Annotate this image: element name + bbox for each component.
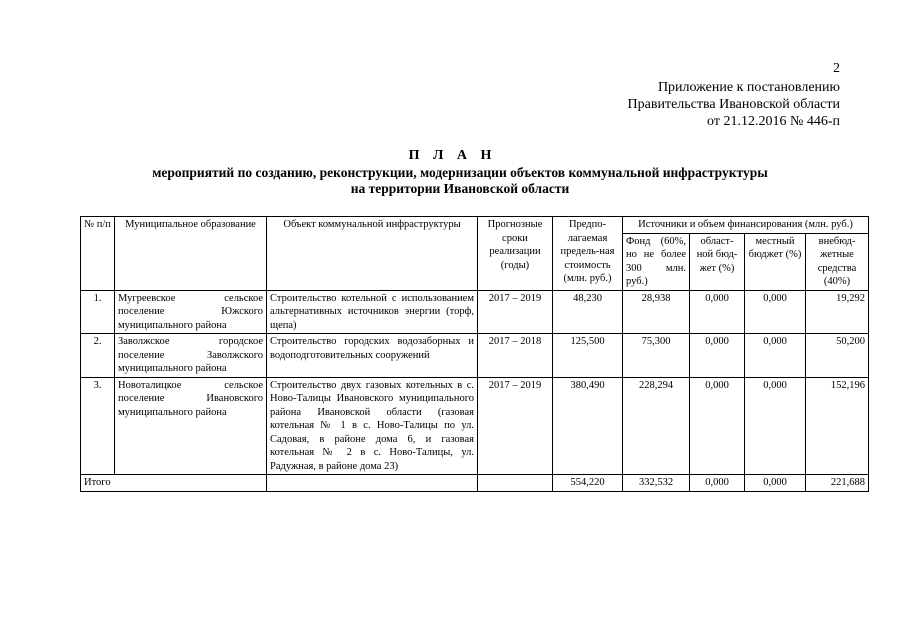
row-object: Строительство котельной с использованием альтернативных источников энергии (торф, щепа): [267, 290, 478, 334]
row-cost: 48,230: [553, 290, 623, 334]
row-object: Строительство городских водозаборных и водоподготовительных сооружений: [267, 334, 478, 378]
header-fund: Фонд (60%, но не более 300 млн. руб.): [623, 233, 690, 290]
total-empty-cell: [478, 475, 553, 492]
row-regional: 0,000: [690, 334, 745, 378]
header-num: № п/п: [81, 217, 115, 291]
row-period: 2017 – 2018: [478, 334, 553, 378]
total-label: Итого: [81, 475, 267, 492]
approval-line: Правительства Ивановской области: [627, 97, 840, 112]
row-extra: 50,200: [806, 334, 869, 378]
subtitle-line: мероприятий по созданию, реконструкции, модернизации объектов коммунальной инфраструктуры: [152, 165, 768, 180]
total-fund: 332,532: [623, 475, 690, 492]
row-municipality: Заволжское городское поселение Заволжского муниципального района: [115, 334, 267, 378]
table-total-row: [81, 475, 869, 492]
row-object: Строительство двух газовых котельных в с. Ново-Талицы Ивановского муниципального района Ивановской области (газовая котельная № 1 в с. Ново-Талицы по ул. Садовая, в районе дома 6, и газовая котельная № 2 в с. Ново-Талицы, ул. Радужная, в районе дома 23): [267, 377, 478, 475]
subtitle-line: на территории Ивановской области: [350, 181, 570, 196]
plan-title: П Л А Н: [408, 148, 497, 163]
row-period: 2017 – 2019: [478, 290, 553, 334]
header-cost: Предпо-лагаемая предель-ная стоимость (млн. руб.): [553, 217, 623, 291]
plan-subtitle: [100, 165, 820, 197]
row-regional: 0,000: [690, 290, 745, 334]
total-extra: 221,688: [806, 475, 869, 492]
header-object: Объект коммунальной инфраструктуры: [267, 217, 478, 291]
row-num: 3.: [81, 377, 115, 475]
header-sources: Источники и объем финансирования (млн. руб.): [623, 217, 869, 234]
row-cost: 125,500: [553, 334, 623, 378]
header-local: местный бюджет (%): [745, 233, 806, 290]
row-period: 2017 – 2019: [478, 377, 553, 475]
approval-block: [628, 79, 840, 130]
row-municipality: Мугреевское сельское поселение Южского муниципального района: [115, 290, 267, 334]
total-empty-cell: [267, 475, 478, 492]
total-local: 0,000: [745, 475, 806, 492]
total-cost: 554,220: [553, 475, 623, 492]
row-num: 2.: [81, 334, 115, 378]
total-regional: 0,000: [690, 475, 745, 492]
plan-table: [80, 216, 869, 492]
approval-line: Приложение к постановлению: [657, 80, 840, 95]
row-fund: 75,300: [623, 334, 690, 378]
table-row: [81, 290, 869, 334]
header-period: Прогнозные сроки реализации (годы): [478, 217, 553, 291]
table-header-row: [81, 217, 869, 234]
row-local: 0,000: [745, 377, 806, 475]
row-cost: 380,490: [553, 377, 623, 475]
row-regional: 0,000: [690, 377, 745, 475]
table-row: [81, 334, 869, 378]
row-fund: 228,294: [623, 377, 690, 475]
row-fund: 28,938: [623, 290, 690, 334]
table-row: [81, 377, 869, 475]
row-local: 0,000: [745, 334, 806, 378]
header-municipality: Муниципальное образование: [115, 217, 267, 291]
row-local: 0,000: [745, 290, 806, 334]
header-extra: внебюд-жетные средства (40%): [806, 233, 869, 290]
row-extra: 19,292: [806, 290, 869, 334]
row-municipality: Новоталицкое сельское поселение Ивановского муниципального района: [115, 377, 267, 475]
header-regional: област-ной бюд-жет (%): [690, 233, 745, 290]
page-number: 2: [833, 61, 840, 76]
approval-line: от 21.12.2016 № 446-п: [707, 114, 840, 129]
row-extra: 152,196: [806, 377, 869, 475]
row-num: 1.: [81, 290, 115, 334]
